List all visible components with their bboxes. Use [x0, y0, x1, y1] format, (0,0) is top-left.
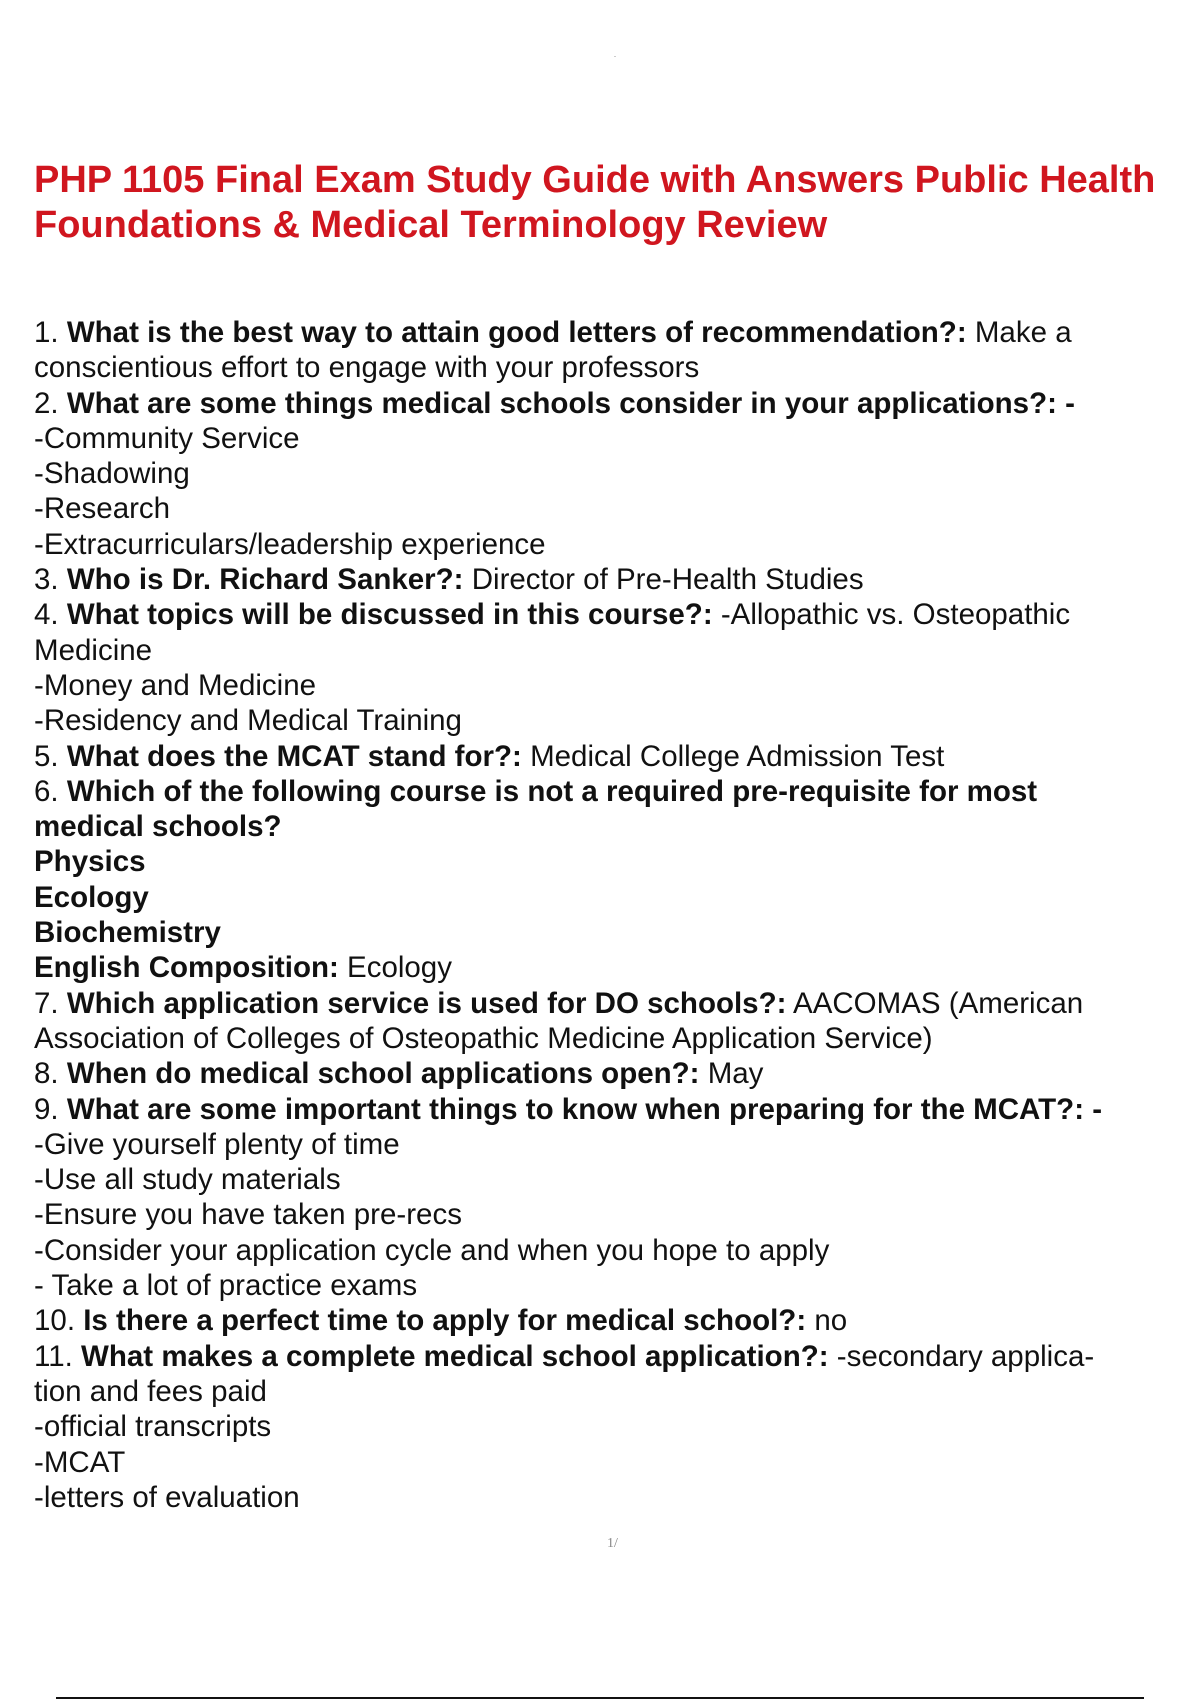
question-number: 7. — [34, 986, 59, 1020]
qa-line — [34, 1374, 1199, 1409]
question-text: medical schools? — [34, 810, 282, 844]
question-text: Biochemistry — [34, 916, 221, 950]
question-number: 1. — [34, 316, 59, 349]
qa-line — [34, 633, 1199, 668]
qa-line — [34, 1480, 1199, 1515]
qa-line — [34, 774, 1199, 809]
qa-line — [34, 1339, 1199, 1374]
qa-line — [34, 1021, 1199, 1056]
qa-line — [34, 597, 1199, 632]
scan-speck — [614, 56, 616, 57]
question-text: What does the MCAT stand for?: — [66, 739, 522, 773]
qa-line — [34, 1303, 1199, 1338]
answer-text: May — [707, 1057, 764, 1091]
question-text: Who is Dr. Richard Sanker?: — [66, 563, 464, 597]
qa-line — [34, 844, 1199, 879]
bottom-divider — [56, 1697, 1144, 1699]
qa-line — [34, 739, 1199, 774]
qa-line — [34, 491, 1199, 526]
qa-line — [34, 880, 1199, 915]
qa-line — [34, 350, 1199, 385]
question-text: English Composition: — [34, 951, 339, 985]
question-text: Physics — [34, 845, 146, 879]
qa-line — [34, 1197, 1199, 1232]
qa-line — [34, 562, 1199, 597]
question-number: 9. — [34, 1092, 59, 1126]
answer-text: -Consider your application cycle and when you hope to apply — [34, 1233, 830, 1267]
question-text: What are some things medical schools consider in your applications?: - — [66, 386, 1075, 420]
page-number: 1/ — [607, 1536, 618, 1551]
qa-line — [34, 1268, 1199, 1303]
qa-line — [34, 1162, 1199, 1197]
qa-line — [34, 456, 1199, 491]
question-text: What topics will be discussed in this course?: — [66, 598, 713, 632]
question-text: What is the best way to attain good letters of recommendation?: — [66, 316, 967, 349]
question-text: When do medical school applications open?: — [66, 1057, 700, 1091]
answer-text: tion and fees paid — [34, 1374, 267, 1408]
question-text: What makes a complete medical school application?: — [81, 1339, 829, 1373]
question-text: Is there a perfect time to apply for medical school?: — [83, 1304, 807, 1338]
question-text: Which application service is used for DO schools?: — [66, 986, 787, 1020]
answer-text: -Money and Medicine — [34, 668, 317, 702]
qa-line — [34, 950, 1199, 985]
answer-text: Ecology — [347, 951, 452, 985]
answer-text: -Give yourself plenty of time — [34, 1127, 400, 1161]
answer-text: AACOMAS (American — [793, 986, 1084, 1020]
answer-text: no — [814, 1304, 848, 1338]
qa-line — [34, 809, 1199, 844]
answer-text: -Residency and Medical Training — [34, 704, 462, 738]
qa-line — [34, 703, 1199, 738]
answer-text: -Extracurriculars/leadership experience — [34, 527, 546, 561]
question-number: 2. — [34, 386, 59, 420]
qa-line — [34, 1445, 1199, 1480]
qa-line — [34, 1127, 1199, 1162]
qa-line — [34, 386, 1199, 421]
question-number: 8. — [34, 1057, 59, 1091]
answer-text: -Ensure you have taken pre-recs — [34, 1198, 462, 1232]
question-text: What are some important things to know when preparing for the MCAT?: - — [66, 1092, 1103, 1126]
question-number: 11. — [34, 1339, 73, 1373]
answer-text: -official transcripts — [34, 1410, 272, 1444]
question-number: 5. — [34, 739, 59, 773]
answer-text: Medical College Admission Test — [530, 739, 945, 773]
qa-line — [34, 986, 1199, 1021]
answer-text: -MCAT — [34, 1445, 126, 1479]
answer-text: -letters of evaluation — [34, 1480, 300, 1514]
qa-line — [34, 668, 1199, 703]
answer-text: -secondary applica- — [836, 1339, 1095, 1373]
question-text: Which of the following course is not a required pre-requisite for most — [66, 774, 1038, 808]
qa-line — [34, 527, 1199, 562]
answer-text: Director of Pre-Health Studies — [471, 563, 864, 597]
answer-text: Association of Colleges of Osteopathic Medicine Application Service) — [34, 1021, 933, 1055]
question-number: 4. — [34, 598, 59, 632]
question-text: Ecology — [34, 880, 149, 914]
question-number: 3. — [34, 563, 59, 597]
qa-line — [34, 915, 1199, 950]
qa-line — [34, 1056, 1199, 1091]
answer-text: -Shadowing — [34, 457, 190, 491]
qa-line — [34, 315, 1199, 350]
document-title: PHP 1105 Final Exam Study Guide with Answers Public Health Foundations & Medical Terminology Review — [34, 159, 1156, 246]
qa-line — [34, 1092, 1199, 1127]
qa-line — [34, 1233, 1199, 1268]
qa-list — [34, 315, 1199, 1515]
answer-text: -Use all study materials — [34, 1163, 341, 1197]
answer-text: -Allopathic vs. Osteopathic — [720, 598, 1071, 632]
answer-text: Make a — [974, 316, 1072, 349]
answer-text: Medicine — [34, 633, 153, 667]
answer-text: conscientious effort to engage with your professors — [34, 351, 700, 385]
answer-text: -Research — [34, 492, 171, 526]
question-number: 10. — [34, 1304, 76, 1338]
qa-line — [34, 421, 1199, 456]
answer-text: -Community Service — [34, 421, 300, 455]
qa-line — [34, 1409, 1199, 1444]
answer-text: - Take a lot of practice exams — [34, 1269, 418, 1303]
question-number: 6. — [34, 774, 59, 808]
